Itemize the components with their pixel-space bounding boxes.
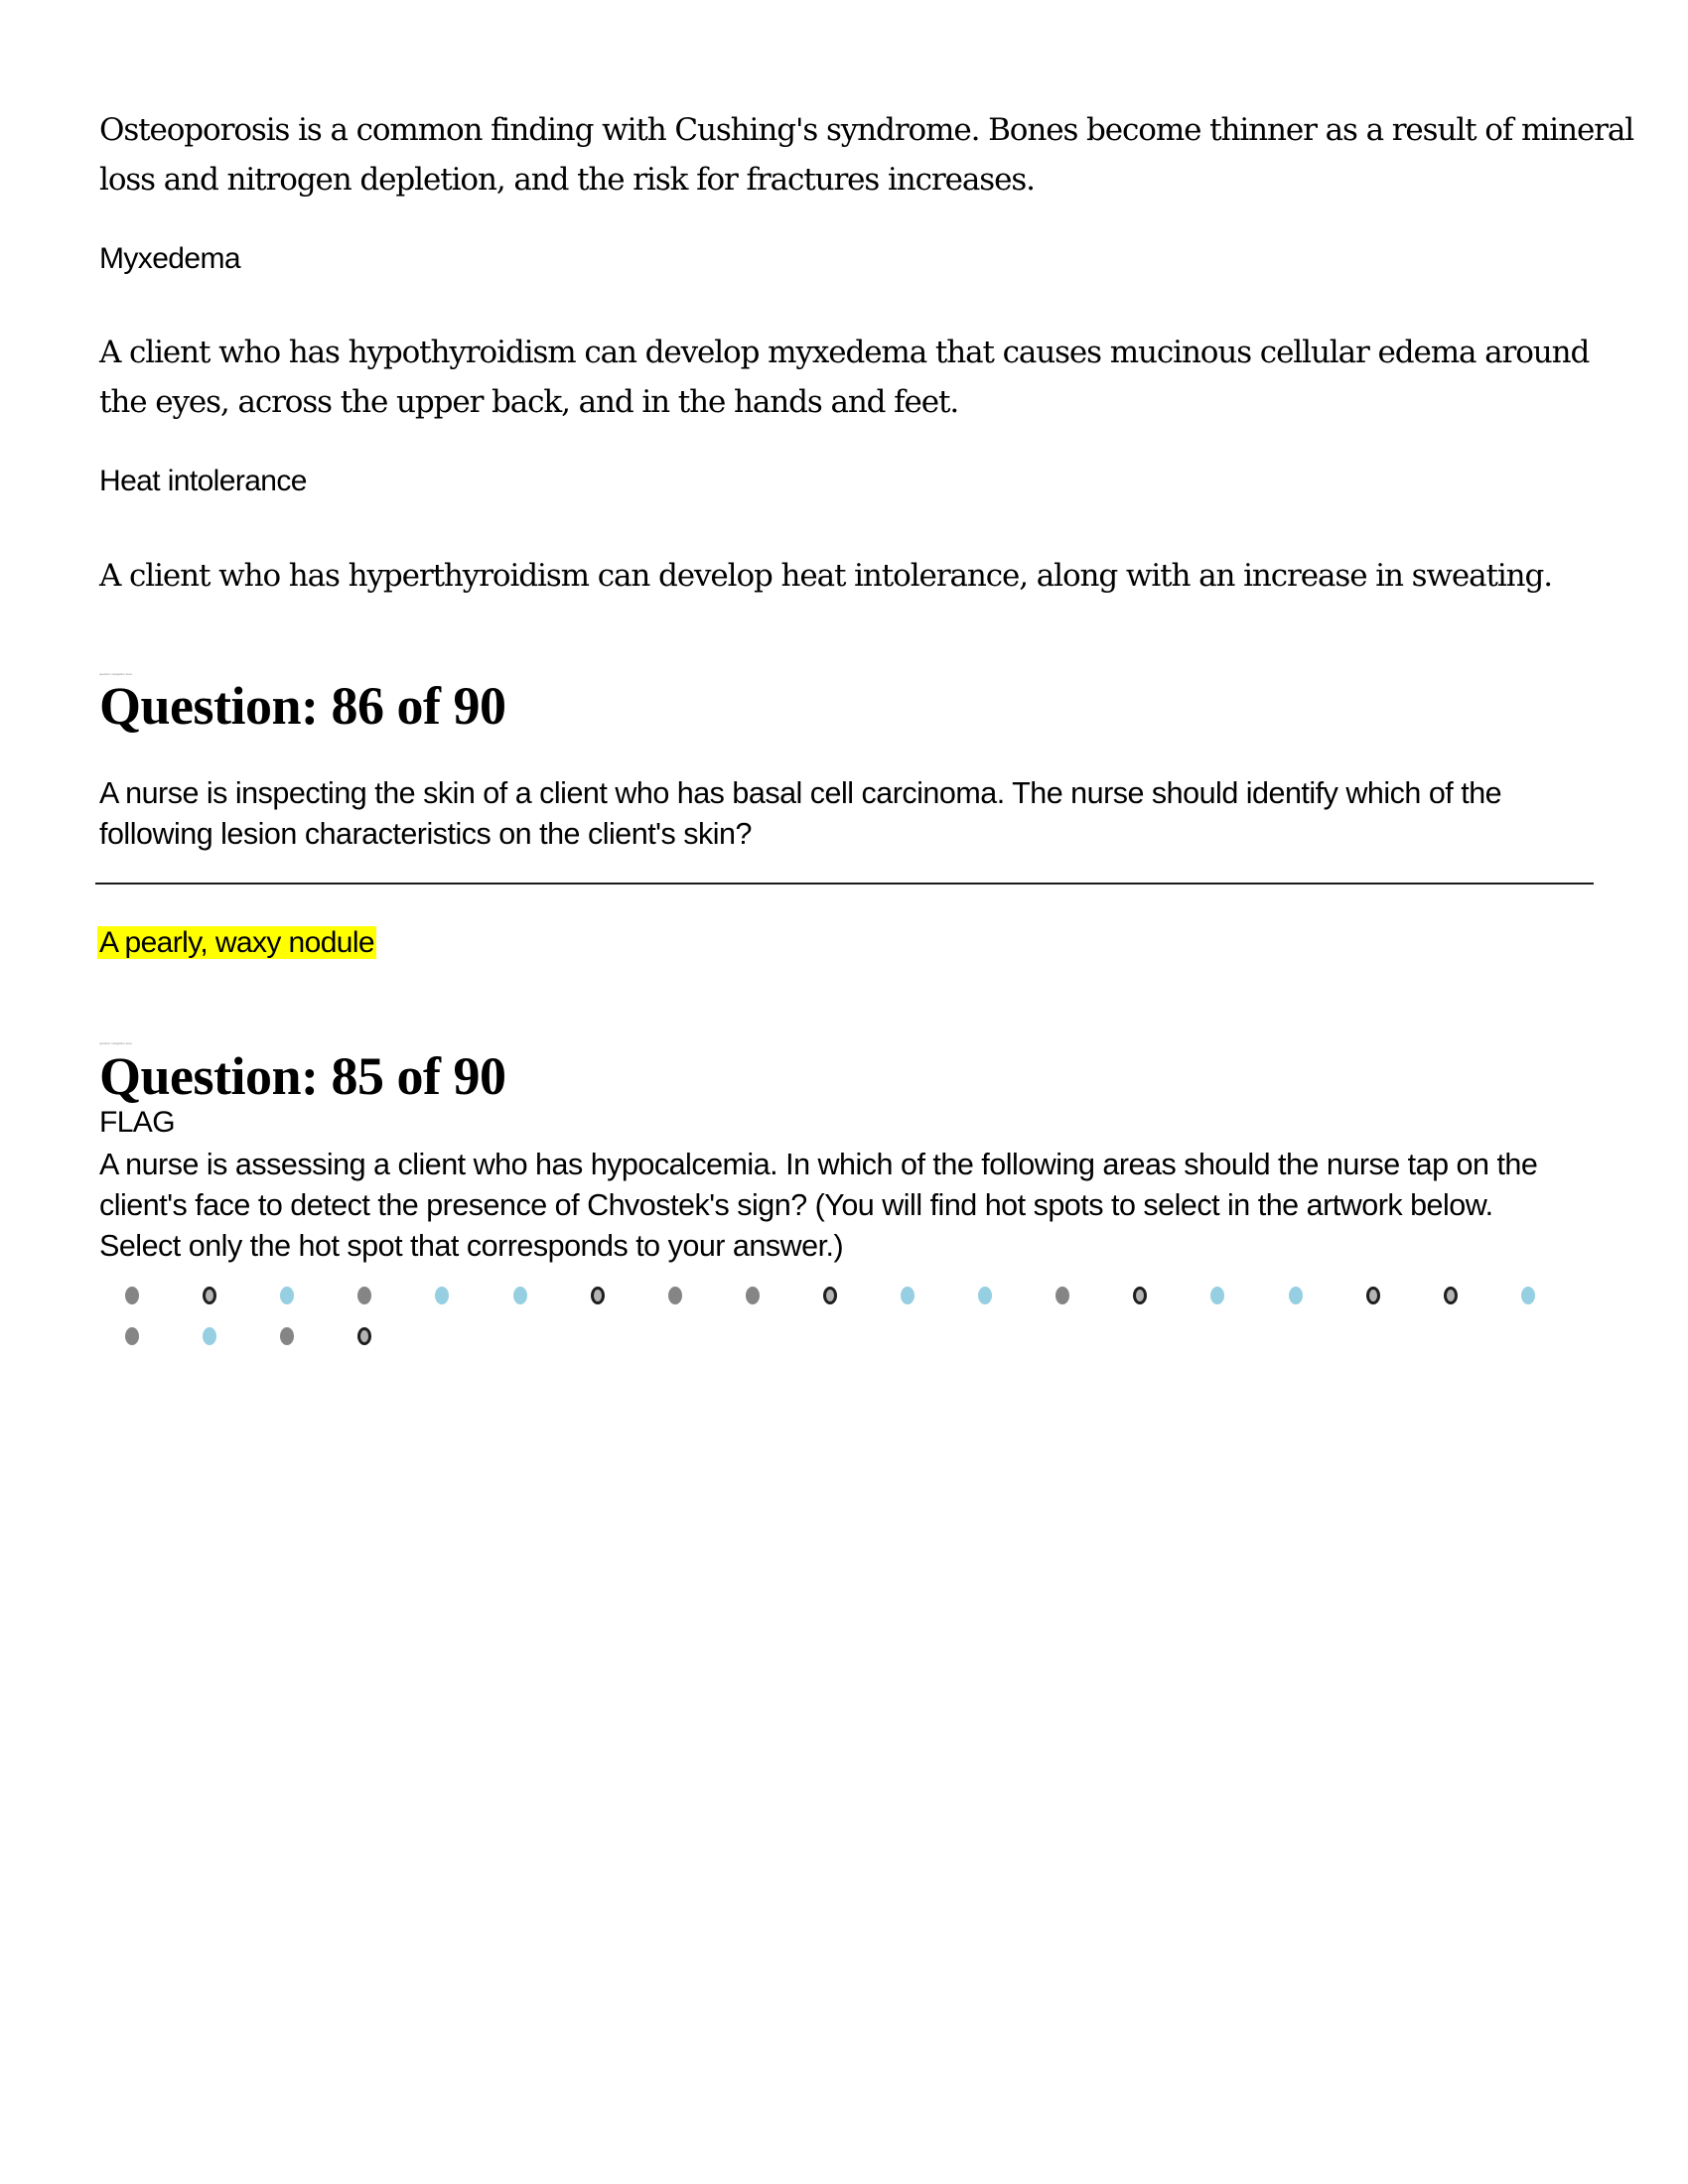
rationale-heat-intolerance — [99, 551, 1552, 601]
question-85-heading: Question: 85 of 90 — [99, 1046, 506, 1106]
rationale-line: loss and nitrogen depletion, and the risk for fractures increases. — [99, 162, 1035, 198]
hotspot-ring-icon[interactable] — [1444, 1287, 1458, 1304]
hotspot-gray-icon[interactable] — [1055, 1287, 1069, 1304]
hotspot-blue-icon[interactable] — [978, 1287, 992, 1304]
question-line: client's face to detect the presence of Chvostek's sign? (You will find hot spots to select in the artwork below. — [99, 1188, 1493, 1222]
question-86-text — [99, 773, 1501, 855]
hotspot-blue-icon[interactable] — [1210, 1287, 1224, 1304]
rationale-myxedema — [99, 328, 1589, 427]
hotspot-ring-icon[interactable] — [203, 1287, 216, 1304]
option-label-myxedema: Myxedema — [99, 242, 240, 275]
hotspot-ring-icon[interactable] — [357, 1327, 371, 1345]
option-label-heat-intolerance: Heat intolerance — [99, 465, 307, 497]
hotspot-blue-icon[interactable] — [280, 1287, 294, 1304]
question-86-answer[interactable] — [97, 926, 376, 960]
hotspot-gray-icon[interactable] — [746, 1287, 760, 1304]
rationale-line: A client who has hypothyroidism can develop myxedema that causes mucinous cellular edema around — [99, 335, 1590, 370]
hotspot-blue-icon[interactable] — [513, 1287, 527, 1304]
question-86-caption: question navigation area — [99, 672, 132, 676]
answer-highlight: A pearly, waxy nodule — [99, 926, 375, 959]
question-85-text — [99, 1145, 1537, 1267]
hotspot-ring-icon[interactable] — [823, 1287, 837, 1304]
flag-button[interactable]: FLAG — [99, 1106, 175, 1139]
hotspot-blue-icon[interactable] — [1289, 1287, 1303, 1304]
rationale-line: A client who has hyperthyroidism can develop heat intolerance, along with an increase in sweating. — [99, 558, 1553, 594]
hotspot-ring-icon[interactable] — [1133, 1287, 1147, 1304]
question-line: following lesion characteristics on the client's skin? — [99, 817, 752, 851]
question-line: A nurse is assessing a client who has hypocalcemia. In which of the following areas should the nurse tap on the — [99, 1148, 1538, 1181]
question-85-caption: question navigation area — [99, 1041, 132, 1045]
rationale-osteoporosis — [99, 105, 1633, 205]
hotspot-gray-icon[interactable] — [357, 1287, 371, 1304]
hotspot-blue-icon[interactable] — [203, 1327, 216, 1345]
rationale-line: Osteoporosis is a common finding with Cushing's syndrome. Bones become thinner as a result of mineral — [99, 112, 1634, 148]
hotspot-blue-icon[interactable] — [1521, 1287, 1535, 1304]
question-line: Select only the hot spot that corresponds to your answer.) — [99, 1229, 844, 1263]
rationale-line: the eyes, across the upper back, and in the hands and feet. — [99, 384, 959, 420]
hotspot-ring-icon[interactable] — [591, 1287, 605, 1304]
hotspot-gray-icon[interactable] — [668, 1287, 682, 1304]
hotspot-gray-icon[interactable] — [125, 1327, 139, 1345]
question-86-heading: Question: 86 of 90 — [99, 676, 506, 736]
hotspot-blue-icon[interactable] — [435, 1287, 449, 1304]
hotspot-blue-icon[interactable] — [901, 1287, 914, 1304]
hotspot-gray-icon[interactable] — [125, 1287, 139, 1304]
hotspot-ring-icon[interactable] — [1366, 1287, 1380, 1304]
hotspot-gray-icon[interactable] — [280, 1327, 294, 1345]
answer-divider — [95, 883, 1594, 885]
question-line: A nurse is inspecting the skin of a client who has basal cell carcinoma. The nurse should identify which of the — [99, 776, 1502, 810]
